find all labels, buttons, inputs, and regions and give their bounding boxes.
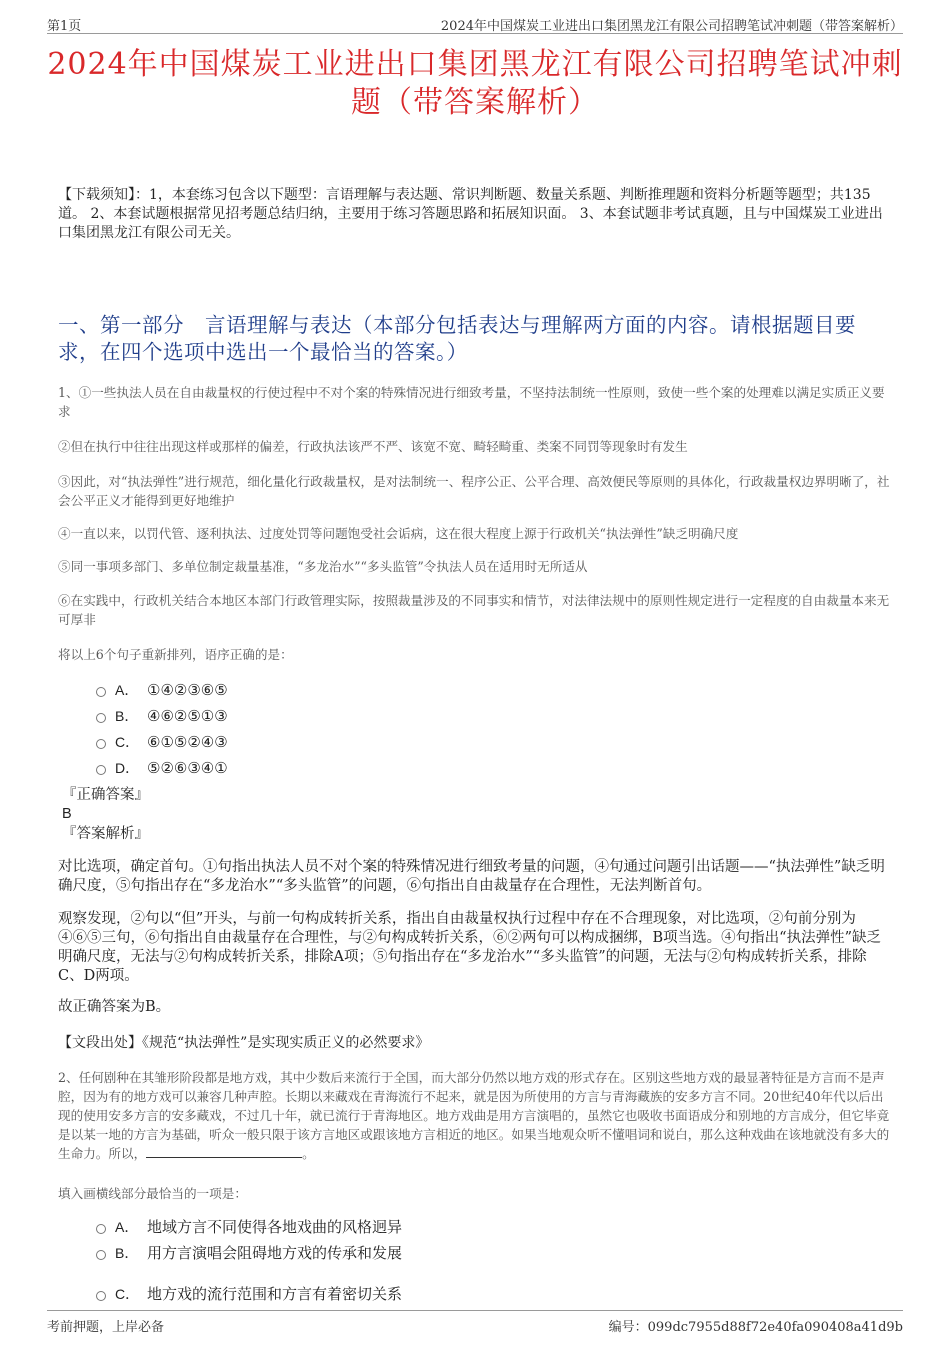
- answer-value: B: [62, 806, 72, 822]
- option-text: 地方戏的流行范围和方言有着密切关系: [147, 1285, 403, 1303]
- q2-option-a[interactable]: [96, 1218, 402, 1236]
- radio-icon[interactable]: [96, 765, 106, 775]
- option-text: ⑥①⑤②④③: [147, 733, 228, 751]
- q1-prompt: 将以上6个句子重新排列，语序正确的是：: [58, 647, 293, 662]
- analysis-conclusion: 故正确答案为B。: [58, 999, 171, 1015]
- option-text: ①④②③⑥⑤: [147, 681, 228, 699]
- q1-option-a[interactable]: [96, 681, 228, 699]
- option-text: 地域方言不同使得各地戏曲的风格迥异: [147, 1218, 403, 1236]
- radio-icon[interactable]: [96, 687, 106, 697]
- analysis-paragraph-1: 对比选项，确定首句。①句指出执法人员不对个案的特殊情况进行细致考量的问题，④句通过问题引出话题——“执法弹性”缺乏明确尺度，⑤句指出存在“多龙治水”“多头监管”的问题，⑥句指出自由裁量存在合理性，无法判断首句。: [58, 859, 885, 894]
- analysis-paragraph-2: 观察发现，②句以“但”开头，与前一句构成转折关系，指出自由裁量权执行过程中存在不合理现象，对比选项，②句前分别为④⑥⑤三句，⑥句指出自由裁量存在合理性，与②句构成转折关系，⑥②两句可以构成捆绑，B项当选。④句指出“执法弹性”缺乏明确尺度，无法与②句构成转折关系，排除A项；⑤句指出存在“多龙治水”“多头监管”的问题，无法与②句构成转折关系，排除C、D两项。: [58, 911, 881, 984]
- section-heading: 一、第一部分 言语理解与表达（本部分包括表达与理解两方面的内容。请根据题目要求，在四个选项中选出一个最恰当的答案。）: [58, 313, 856, 364]
- radio-icon[interactable]: [96, 1224, 106, 1234]
- source-reference: 【文段出处】《规范“执法弹性”是实现实质正义的必然要求》: [58, 1035, 430, 1051]
- option-text: 用方言演唱会阻碍地方戏的传承和发展: [147, 1244, 403, 1262]
- q1-option-b[interactable]: [96, 707, 228, 725]
- q1-sentence-6: ⑥在实践中，行政机关结合本地区本部门行政管理实际，按照裁量涉及的不同事实和情节，对法律法规中的原则性规定进行一定程度的自由裁量本来无可厚非: [58, 593, 890, 627]
- option-letter: D．: [115, 760, 140, 776]
- radio-icon[interactable]: [96, 739, 106, 749]
- fill-blank: [146, 1145, 302, 1158]
- option-letter: C．: [115, 1286, 140, 1302]
- q1-sentence-2: ②但在执行中往往出现这样或那样的偏差，行政执法该严不严、该宽不宽、畸轻畸重、类案不同罚等现象时有发生: [58, 439, 688, 454]
- radio-icon[interactable]: [96, 1291, 106, 1301]
- footer-slogan: 考前押题，上岸必备: [47, 1320, 165, 1335]
- q2-stem-end: 。: [302, 1146, 315, 1161]
- page-number: 第1页: [47, 19, 82, 34]
- q2-stem: [58, 1068, 892, 1163]
- answer-label: 『正确答案』: [62, 787, 149, 803]
- header-divider: [47, 33, 903, 34]
- q2-prompt: 填入画横线部分最恰当的一项是：: [58, 1186, 247, 1201]
- option-letter: A．: [115, 1219, 139, 1235]
- radio-icon[interactable]: [96, 1250, 106, 1260]
- document-title: 2024年中国煤炭工业进出口集团黑龙江有限公司招聘笔试冲刺题（带答案解析）: [47, 47, 903, 120]
- q1-option-d[interactable]: [96, 759, 228, 777]
- footer-divider: [47, 1310, 903, 1311]
- q2-option-c[interactable]: [96, 1285, 402, 1303]
- option-letter: A．: [115, 682, 139, 698]
- q1-sentence-3: ③因此，对“执法弹性”进行规范，细化量化行政裁量权，是对法制统一、程序公正、公平合理、高效便民等原则的具体化，行政裁量权边界明晰了，社会公平正义才能得到更好地维护: [58, 474, 890, 508]
- option-letter: B．: [115, 1245, 139, 1261]
- q1-option-c[interactable]: [96, 733, 228, 751]
- q1-sentence-5: ⑤同一事项多部门、多单位制定裁量基准，“多龙治水”“多头监管”令执法人员在适用时无所适从: [58, 559, 588, 574]
- download-notice: 【下载须知】：1，本套练习包含以下题型：言语理解与表达题、常识判断题、数量关系题、判断推理题和资料分析题等题型；共135道。 2、本套试题根据常见招考题总结归纳，主要用于练习答题思路和拓展知识面。 3、本套试题非考试真题，且与中国煤炭工业进出口集团黑龙江有限公司无关。: [58, 187, 883, 241]
- q1-sentence-4: ④一直以来，以罚代管、逐利执法、过度处罚等问题饱受社会诟病，这在很大程度上源于行政机关“执法弹性”缺乏明确尺度: [58, 526, 739, 541]
- option-letter: B．: [115, 708, 139, 724]
- footer-serial: 编号：099dc7955d88f72e40fa090408a41d9b: [608, 1320, 903, 1335]
- analysis-label: 『答案解析』: [62, 826, 149, 842]
- running-header-title: 2024年中国煤炭工业进出口集团黑龙江有限公司招聘笔试冲刺题（带答案解析）: [440, 19, 903, 34]
- option-text: ⑤②⑥③④①: [147, 759, 228, 777]
- option-text: ④⑥②⑤①③: [147, 707, 228, 725]
- q2-stem-text: 2、任何剧种在其雏形阶段都是地方戏，其中少数后来流行于全国，而大部分仍然以地方戏的形式存在。区别这些地方戏的最显著特征是方言而不是声腔，因为有的地方戏可以兼容几种声腔。长期以来藏戏在青海流行不起来，就是因为所使用的方言与青海藏族的安多方言不同。20世纪40年代以后出现的使用安多方言的安多藏戏，不过几十年，就已流行于青海地区。地方戏曲是用方言演唱的，虽然它也吸收书面语成分和别地的方言成分，但它毕竟是以某一地的方言为基础，听众一般只限于该方言地区或跟该地方言相近的地区。如果当地观众听不懂唱词和说白，那么这种戏曲在该地就没有多大的生命力。所以，: [58, 1070, 890, 1161]
- option-letter: C．: [115, 734, 140, 750]
- q1-sentence-1: 1、①一些执法人员在自由裁量权的行使过程中不对个案的特殊情况进行细致考量，不坚持法制统一性原则，致使一些个案的处理难以满足实质正义要求: [58, 385, 885, 419]
- q2-option-b[interactable]: [96, 1244, 402, 1262]
- radio-icon[interactable]: [96, 713, 106, 723]
